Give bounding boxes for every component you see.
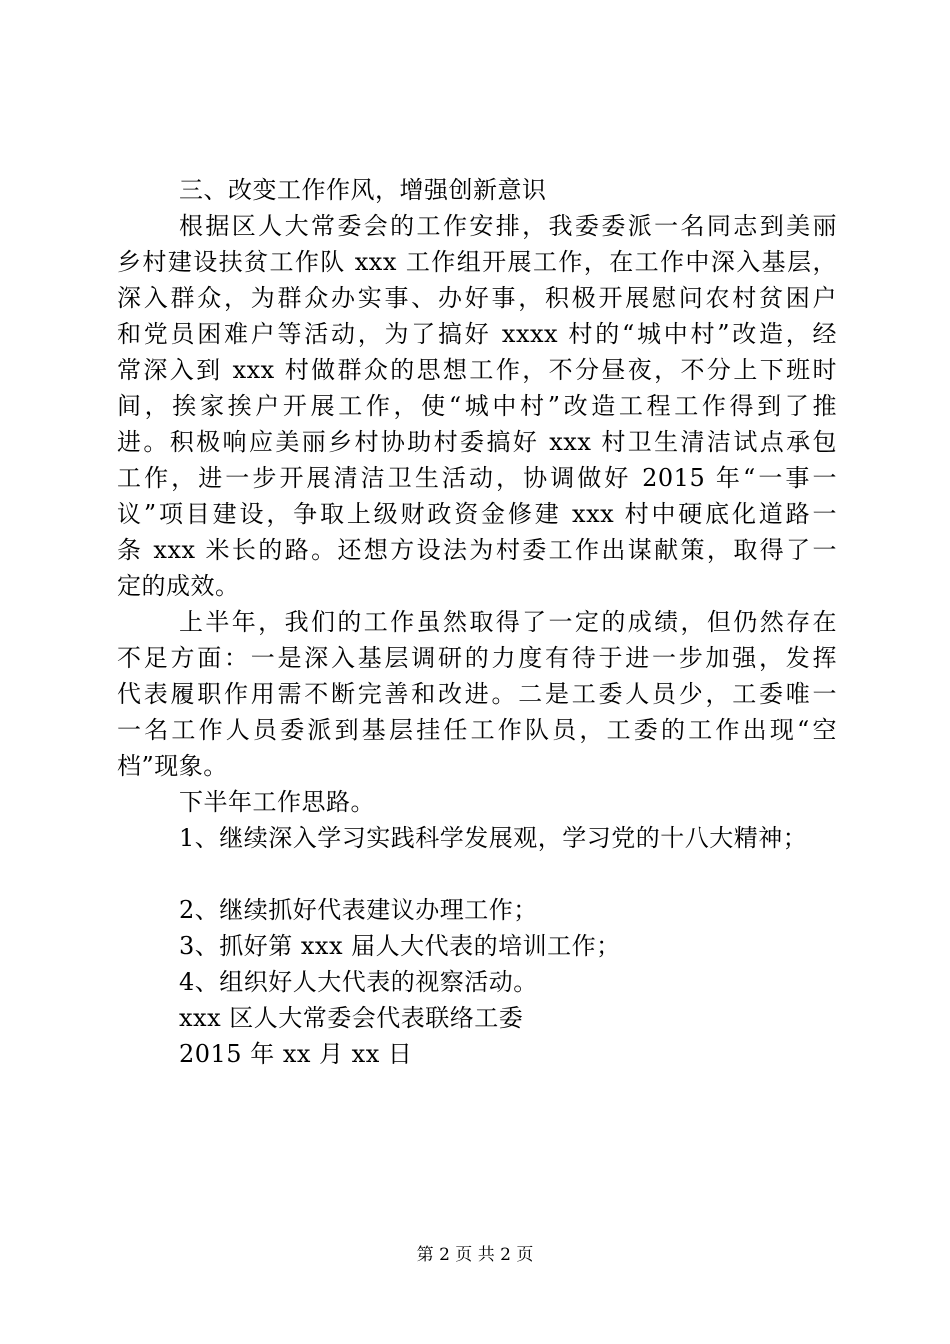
paragraph-work-activities bbox=[117, 208, 837, 604]
section-heading: 三、改变工作作风，增强创新意识 bbox=[179, 176, 547, 204]
list-item: 2、继续抓好代表建议办理工作； bbox=[179, 896, 538, 924]
paragraph-line: 不足方面：一是深入基层调研的力度有待于进一步加强，发挥 bbox=[117, 644, 837, 672]
plan-heading: 下半年工作思路。 bbox=[179, 788, 375, 816]
paragraph-shortcomings bbox=[117, 604, 837, 784]
document-date: 2015 年 xx 月 xx 日 bbox=[179, 1040, 413, 1068]
list-item: 3、抓好第 xxx 届人大代表的培训工作； bbox=[179, 932, 621, 960]
paragraph-line: 一名工作人员委派到基层挂任工作队员，工委的工作出现“空 bbox=[117, 716, 837, 744]
document-body bbox=[117, 172, 837, 1072]
paragraph-line: 根据区人大常委会的工作安排，我委委派一名同志到美丽 bbox=[179, 212, 837, 240]
paragraph-line: 和党员困难户等活动，为了搞好 xxxx 村的“城中村”改造，经 bbox=[117, 320, 837, 348]
paragraph-line: 上半年，我们的工作虽然取得了一定的成绩，但仍然存在 bbox=[179, 608, 837, 636]
paragraph-line: 工作，进一步开展清洁卫生活动，协调做好 2015 年“一事一 bbox=[117, 464, 837, 492]
paragraph-line: 议”项目建设，争取上级财政资金修建 xxx 村中硬底化道路一 bbox=[117, 500, 837, 528]
paragraph-line: 乡村建设扶贫工作队 xxx 工作组开展工作，在工作中深入基层， bbox=[117, 248, 837, 276]
plan-list bbox=[117, 820, 837, 1000]
page-footer: 第 2 页 共 2 页 bbox=[416, 1245, 534, 1265]
signature: xxx 区人大常委会代表联络工委 bbox=[179, 1004, 524, 1032]
list-item: 4、组织好人大代表的视察活动。 bbox=[179, 968, 538, 996]
blank-line bbox=[117, 856, 837, 892]
paragraph-line: 定的成效。 bbox=[117, 572, 240, 600]
paragraph-line: 进。积极响应美丽乡村协助村委搞好 xxx 村卫生清洁试点承包 bbox=[117, 428, 837, 456]
paragraph-line: 间，挨家挨户开展工作，使“城中村”改造工程工作得到了推 bbox=[117, 392, 837, 420]
paragraph-line: 代表履职作用需不断完善和改进。二是工委人员少，工委唯一 bbox=[117, 680, 837, 708]
paragraph-line: 条 xxx 米长的路。还想方设法为村委工作出谋献策，取得了一 bbox=[117, 536, 837, 564]
list-item: 1、继续深入学习实践科学发展观，学习党的十八大精神； bbox=[179, 824, 808, 852]
paragraph-line: 常深入到 xxx 村做群众的思想工作，不分昼夜，不分上下班时 bbox=[117, 356, 837, 384]
paragraph-line: 档”现象。 bbox=[117, 752, 228, 780]
paragraph-line: 深入群众，为群众办实事、办好事，积极开展慰问农村贫困户 bbox=[117, 284, 837, 312]
